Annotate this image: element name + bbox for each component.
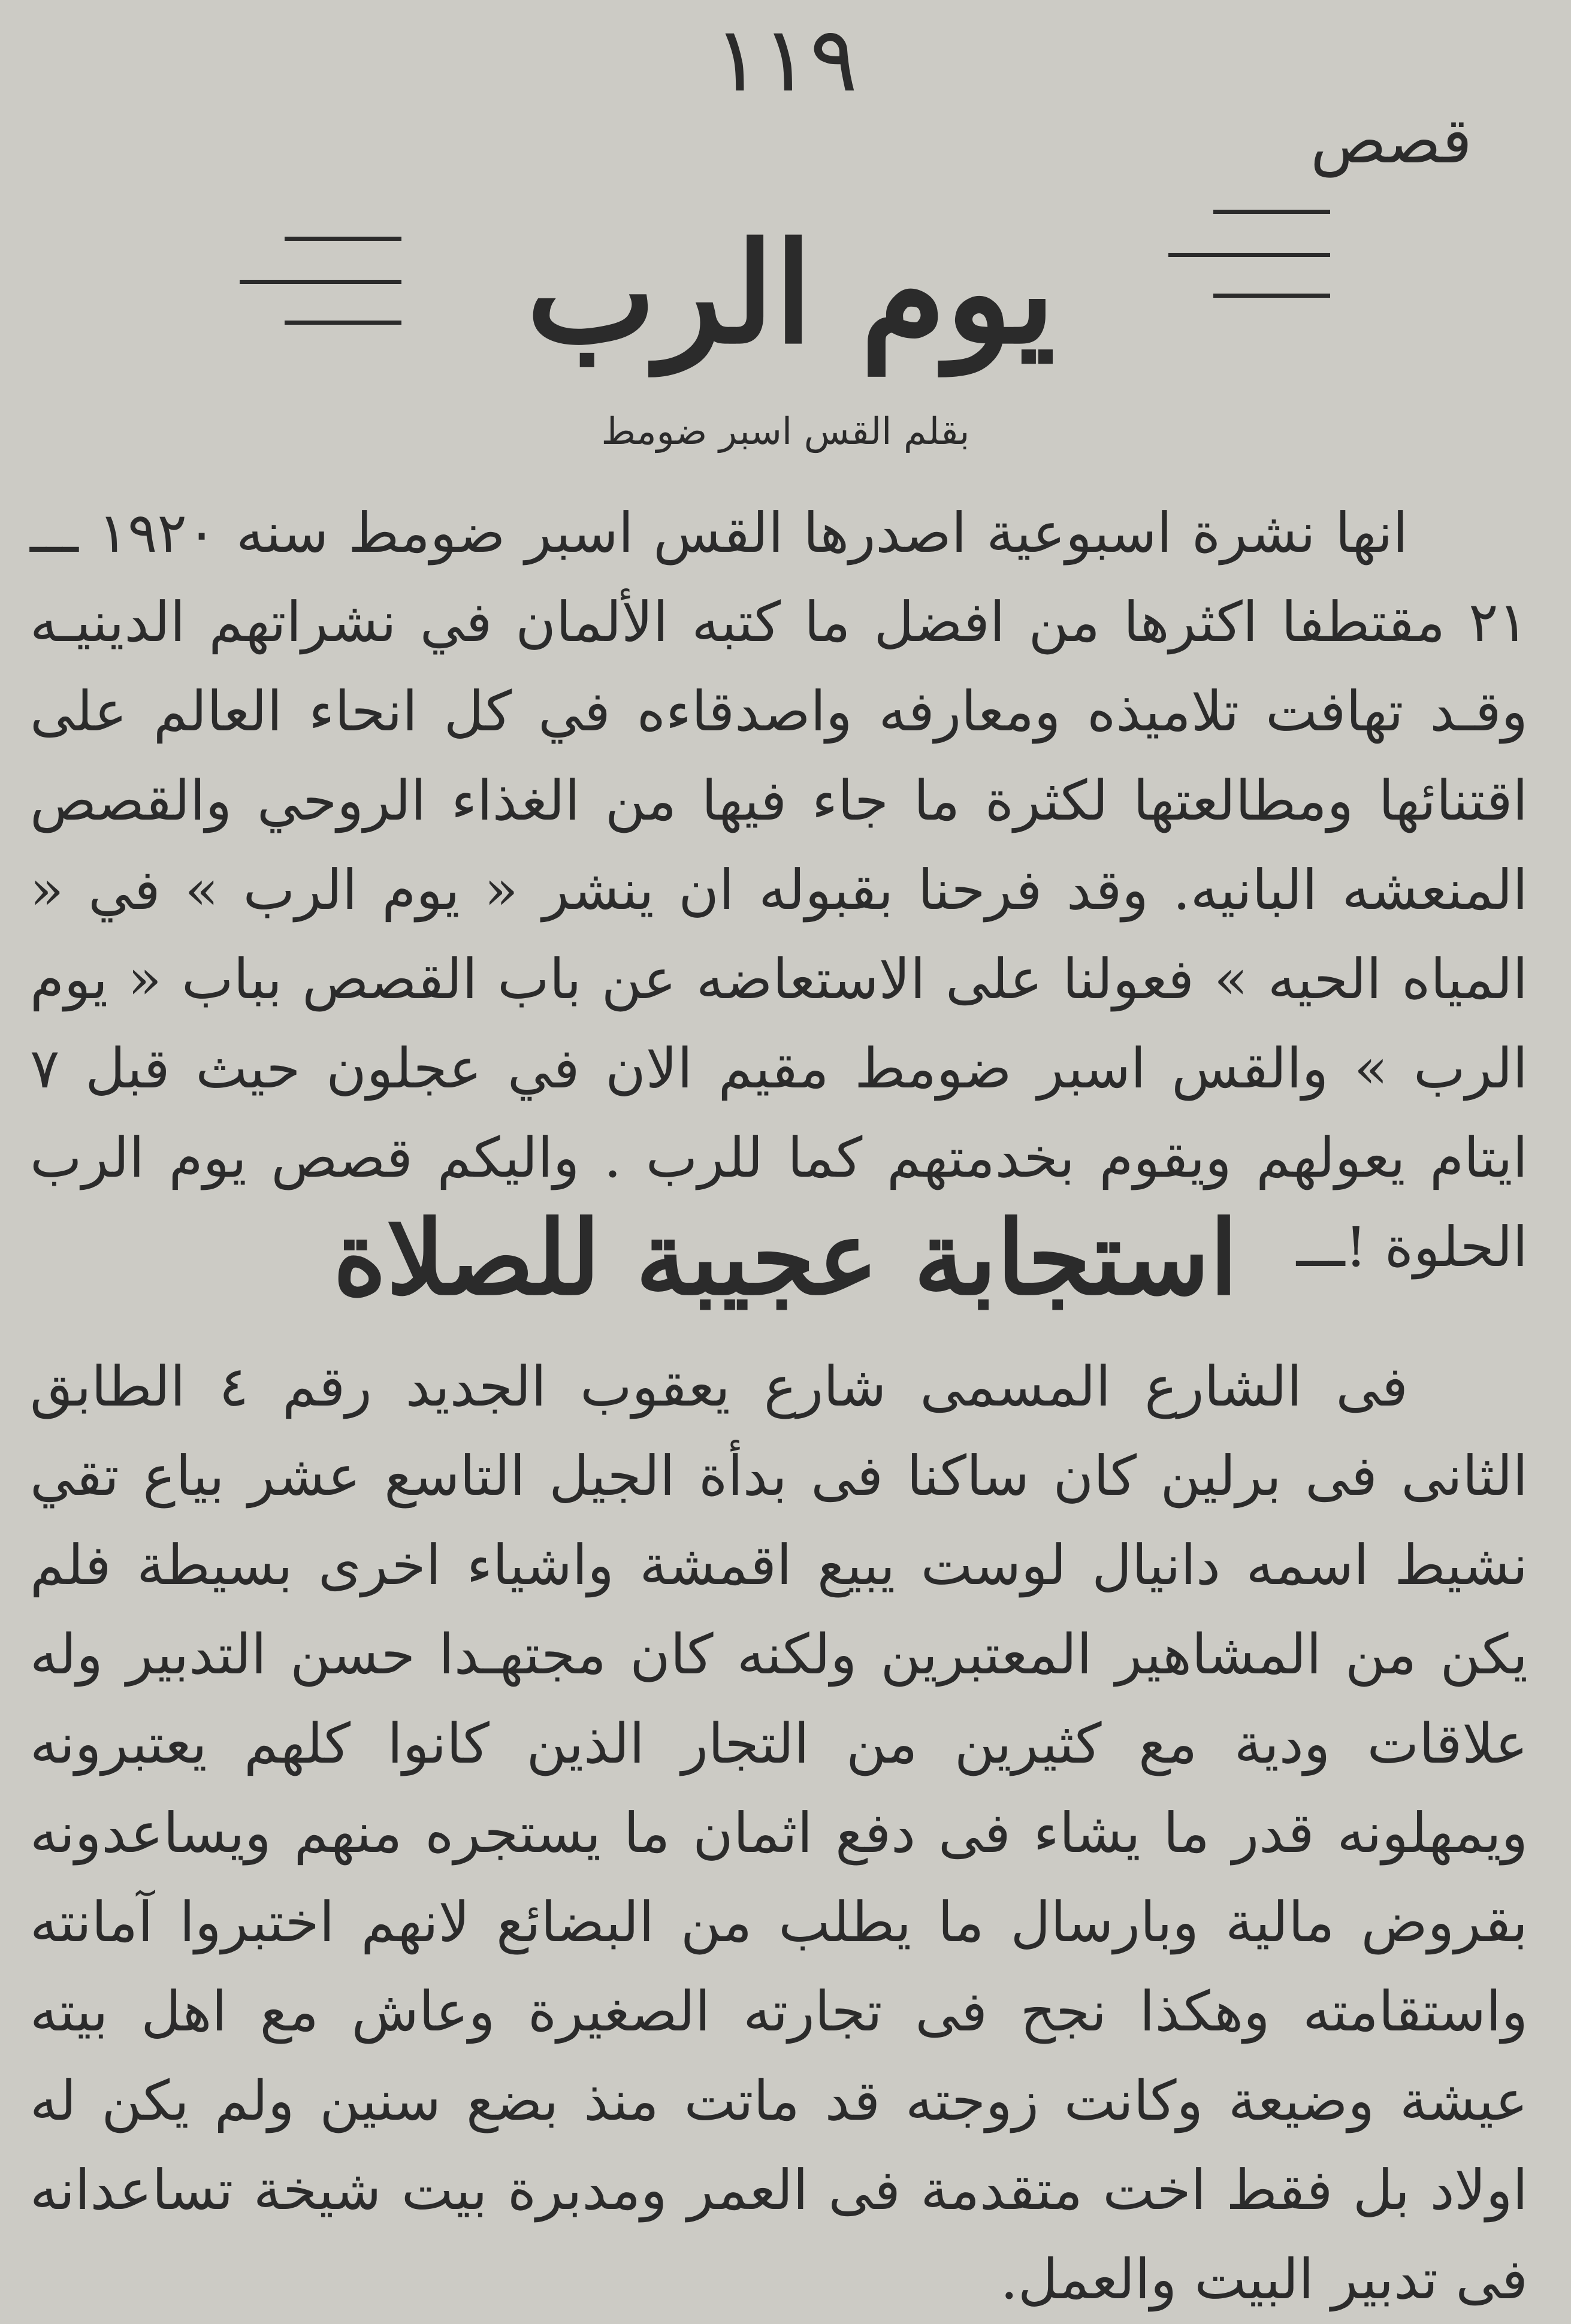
- page-number: ١١٩: [713, 8, 858, 112]
- story-paragraph: فى الشارع المسمى شارع يعقوب الجديد رقم ٤ الطابق الثانى فى برلين كان ساكنا فى بدأة الجيل التاسع عشر بياع تقي نشيط اسمه دانيال لوست يبيع اقمشة واشياء اخرى بسيطة فلم يكن من المشاهير المعتبرين ولكنه كان مجتهـدا حسن التدبير وله علاقات ودية مع كثيرين من التجار الذين كانوا كلهم يعتبرونه ويمهلونه قدر ما يشاء فى دفع اثمان ما يستجره منهم ويساعدونه بقروض مالية وبارسال ما يطلب من البضائع لانهم اختبروا آمانته واستقامته وهكذا نجح فى تجارته الصغيرة وعاش مع اهل بيته عيشة وضيعة وكانت زوجته قد ماتت منذ بضع سنين ولم يكن له اولاد بل فقط اخت متقدمة فى العمر ومدبرة بيت شيخة تساعدانه فى تدبير البيت والعمل.: [30, 1355, 1528, 2311]
- article-title: يوم الرب: [526, 213, 1056, 374]
- title-ornament-left: [240, 237, 401, 327]
- intro-paragraph: انها نشرة اسبوعية اصدرها القس اسبر ضومط سنه ١٩٢٠ ـــ ٢١ مقتطفا اكثرها من افضل ما كتبه الألمان في نشراتهم الدينيـه وقـد تهافت تلاميذه ومعارفه واصدقاءه في كل انحاء العالم على اقتنائها ومطالعتها لكثرة ما جاء فيها من الغذاء الروحي والقصص المنعشه البانيه. وقد فرحنا بقبوله ان ينشر « يوم الرب » في « المياه الحيه » فعولنا على الاستعاضه عن باب القصص بباب « يوم الرب » والقس اسبر ضومط مقيم الان في عجلون حيث قبل ٧ ايتام يعولهم ويقوم بخدمتهم كما للرب . واليكم قصص يوم الرب الحلوة !ـــ: [30, 501, 1528, 1279]
- author-byline: بقلم القس اسبر ضومط: [601, 409, 970, 453]
- story-subtitle: استجابة عجيبة للصلاة: [333, 1198, 1238, 1318]
- section-label: قصص: [1310, 104, 1472, 177]
- title-row: [0, 204, 1571, 383]
- title-ornament-right: [1168, 210, 1330, 300]
